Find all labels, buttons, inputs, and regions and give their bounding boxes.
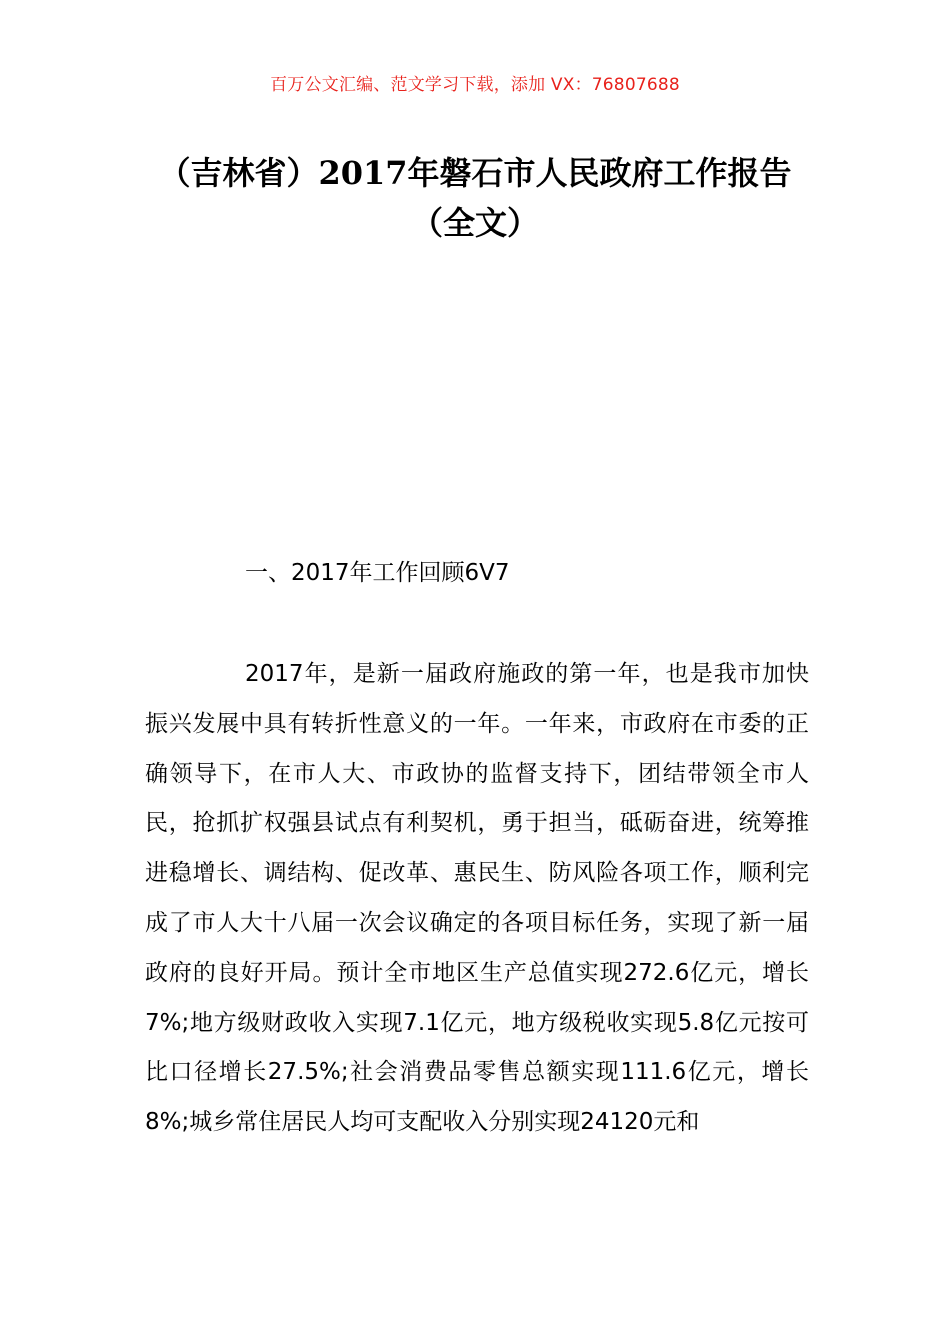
section-heading: 一、2017年工作回顾6V7: [245, 560, 510, 586]
header-note: 百万公文汇编、范文学习下载，添加 VX：76807688: [270, 75, 680, 95]
document-title: （吉林省）2017年磐石市人民政府工作报告（全文）: [158, 154, 792, 242]
body-paragraph: 2017年，是新一届政府施政的第一年，也是我市加快振兴发展中具有转折性意义的一年。一年来，市政府在市委的正确领导下，在市人大、市政协的监督支持下，团结带领全市人民，抢抓扩权强县试点有利契机，勇于担当，砥砺奋进，统筹推进稳增长、调结构、促改革、惠民生、防风险各项工作，顺利完成了市人大十八届一次会议确定的各项目标任务，实现了新一届政府的良好开局。预计全市地区生产总值实现272.6亿元，增长7%;地方级财政收入实现7.1亿元，地方级税收实现5.8亿元按可比口径增长27.5%;社会消费品零售总额实现111.6亿元，增长8%;城乡常住居民人均可支配收入分别实现24120元和: [145, 661, 809, 1136]
